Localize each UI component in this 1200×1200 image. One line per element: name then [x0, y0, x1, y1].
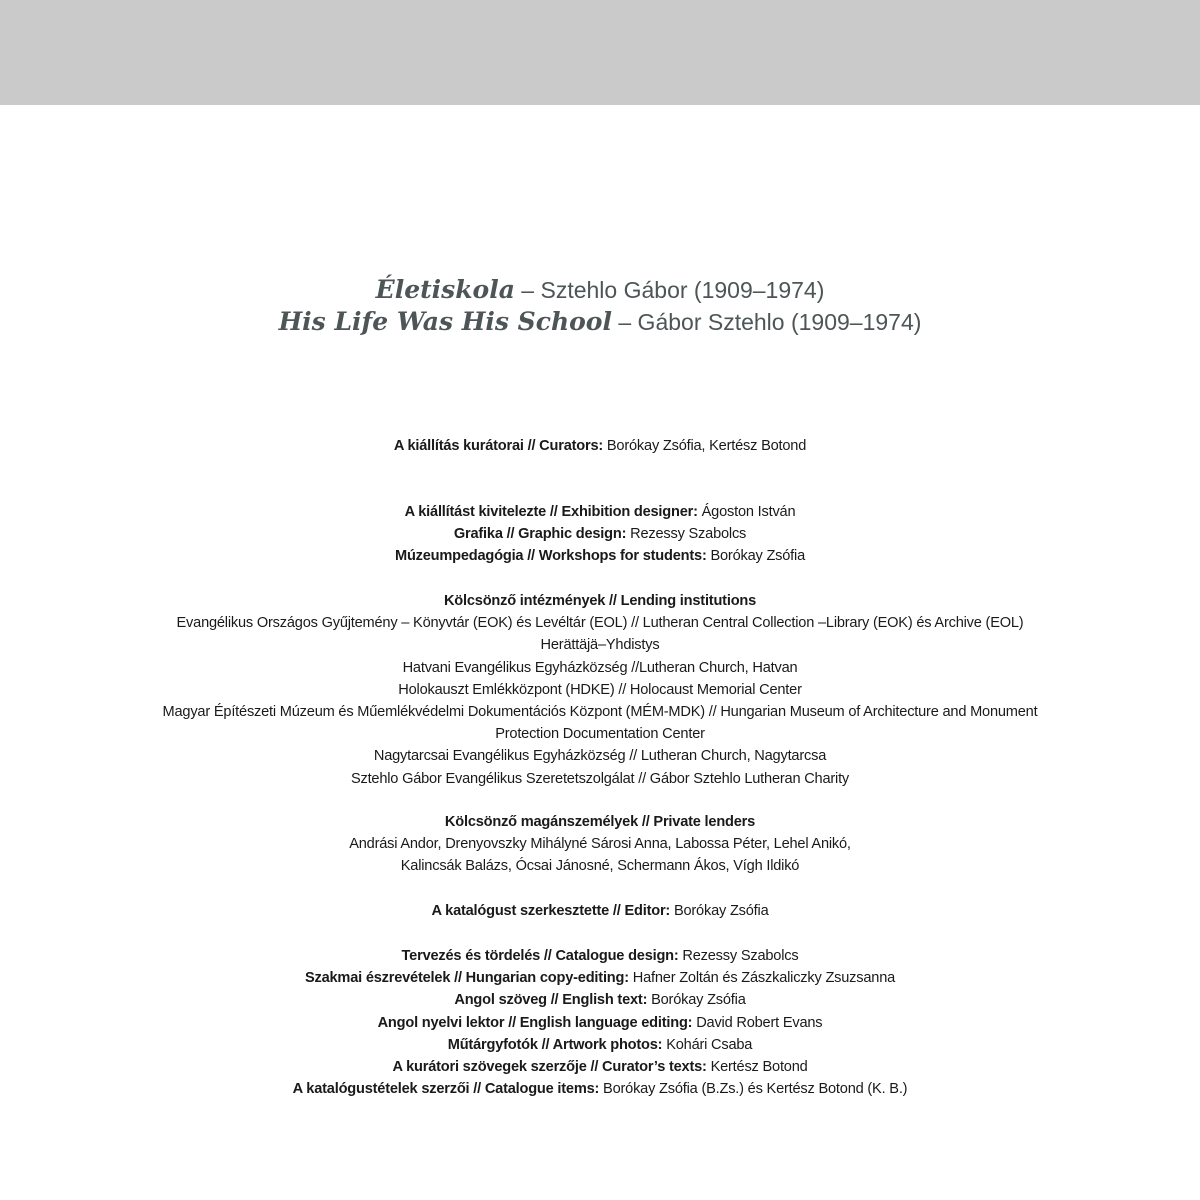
- credit-label: Múzeumpedagógia // Workshops for students:: [395, 548, 707, 565]
- credit-value: Borókay Zsófia: [647, 992, 746, 1009]
- credit-value: Rezessy Szabolcs: [678, 948, 799, 964]
- credit-value: David Robert Evans: [692, 1014, 823, 1031]
- lending-institutions: [0, 590, 1200, 790]
- title-script-en: His Life Was His School: [278, 307, 612, 336]
- staff-credits: [0, 501, 1200, 568]
- list-item: Andrási Andor, Drenyovszky Mihályné Sárosi Anna, Labossa Péter, Lehel Anikó,: [349, 836, 851, 853]
- private-lenders: [0, 811, 1200, 878]
- list-item: Evangélikus Országos Gyűjtemény – Könyvtár (EOK) és Levéltár (EOL) // Lutheran Central Collection –Library (EOK) és Archive (EOL): [176, 615, 1024, 632]
- credit-value: Borókay Zsófia, Kertész Botond: [603, 438, 807, 454]
- catalogue-credits: [0, 945, 1200, 1100]
- list-item: Kalincsák Balázs, Ócsai Jánosné, Schermann Ákos, Vígh Ildikó: [400, 858, 800, 875]
- credit-label: A katalógust szerkesztette // Editor:: [431, 903, 671, 919]
- credit-value: Kohári Csaba: [662, 1036, 753, 1053]
- list-item: Nagytarcsai Evangélikus Egyházközség // Lutheran Church, Nagytarcsa: [373, 748, 827, 765]
- credit-line: [0, 545, 1200, 567]
- list-item: Herättäjä–Yhdistys: [540, 637, 660, 654]
- curators-credit: [0, 435, 1200, 457]
- credit-line: [0, 501, 1200, 523]
- credit-value: Hafner Zoltán és Zászkaliczky Zsuzsanna: [628, 970, 896, 987]
- credit-label: A kiállítást kivitelezte // Exhibition designer:: [404, 504, 698, 520]
- credit-label: Grafika // Graphic design:: [453, 526, 627, 543]
- credit-value: Borókay Zsófia: [706, 548, 805, 565]
- section-heading: Kölcsönző magánszemélyek // Private lenders: [444, 814, 756, 830]
- title-script-hu: Életiskola: [375, 275, 515, 304]
- credit-label: Tervezés és tördelés // Catalogue design:: [401, 948, 679, 964]
- credit-line: [0, 523, 1200, 545]
- credit-value: Borókay Zsófia (B.Zs.) és Kertész Botond (K. B.): [599, 1081, 908, 1098]
- credit-label: Angol nyelvi lektor // English language editing:: [377, 1014, 693, 1031]
- credit-line: [0, 1034, 1200, 1056]
- credit-value: Borókay Zsófia: [670, 903, 769, 919]
- credit-label: A kiállítás kurátorai // Curators:: [393, 438, 604, 454]
- credit-label: Angol szöveg // English text:: [454, 992, 648, 1009]
- title-english: [0, 306, 1200, 338]
- list-item: Magyar Építészeti Múzeum és Műemlékvédelmi Dokumentációs Központ (MÉM-MDK) // Hungarian Museum of Architecture and Monument: [162, 704, 1038, 721]
- credit-value: Kertész Botond: [706, 1059, 808, 1076]
- credit-value: Ágoston István: [697, 504, 796, 520]
- title-hungarian: [0, 274, 1200, 306]
- title-subtitle-hu: – Sztehlo Gábor (1909–1974): [514, 277, 825, 303]
- list-item: Protection Documentation Center: [495, 726, 705, 743]
- credit-label: Műtárgyfotók // Artwork photos:: [447, 1036, 663, 1053]
- list-item: Sztehlo Gábor Evangélikus Szeretetszolgálat // Gábor Sztehlo Lutheran Charity: [350, 770, 850, 787]
- credit-label: A katalógustételek szerzői // Catalogue items:: [292, 1081, 600, 1098]
- header-band: [0, 0, 1200, 105]
- credit-label: A kurátori szövegek szerzője // Curator’s texts:: [392, 1059, 707, 1076]
- credit-line: [0, 967, 1200, 989]
- section-heading: Kölcsönző intézmények // Lending institutions: [443, 593, 757, 609]
- credit-value: Rezessy Szabolcs: [626, 526, 747, 543]
- list-item: Hatvani Evangélikus Egyházközség //Lutheran Church, Hatvan: [402, 659, 798, 676]
- list-item: Holokauszt Emlékközpont (HDKE) // Holocaust Memorial Center: [398, 681, 802, 698]
- credit-line: [0, 1012, 1200, 1034]
- credit-line: [0, 989, 1200, 1011]
- title-subtitle-en: – Gábor Sztehlo (1909–1974): [611, 309, 922, 335]
- credit-line: [0, 1056, 1200, 1078]
- credit-line: [0, 945, 1200, 967]
- credit-line: [0, 1078, 1200, 1100]
- editor-credit: [0, 900, 1200, 922]
- credit-label: Szakmai észrevételek // Hungarian copy-editing:: [304, 970, 629, 987]
